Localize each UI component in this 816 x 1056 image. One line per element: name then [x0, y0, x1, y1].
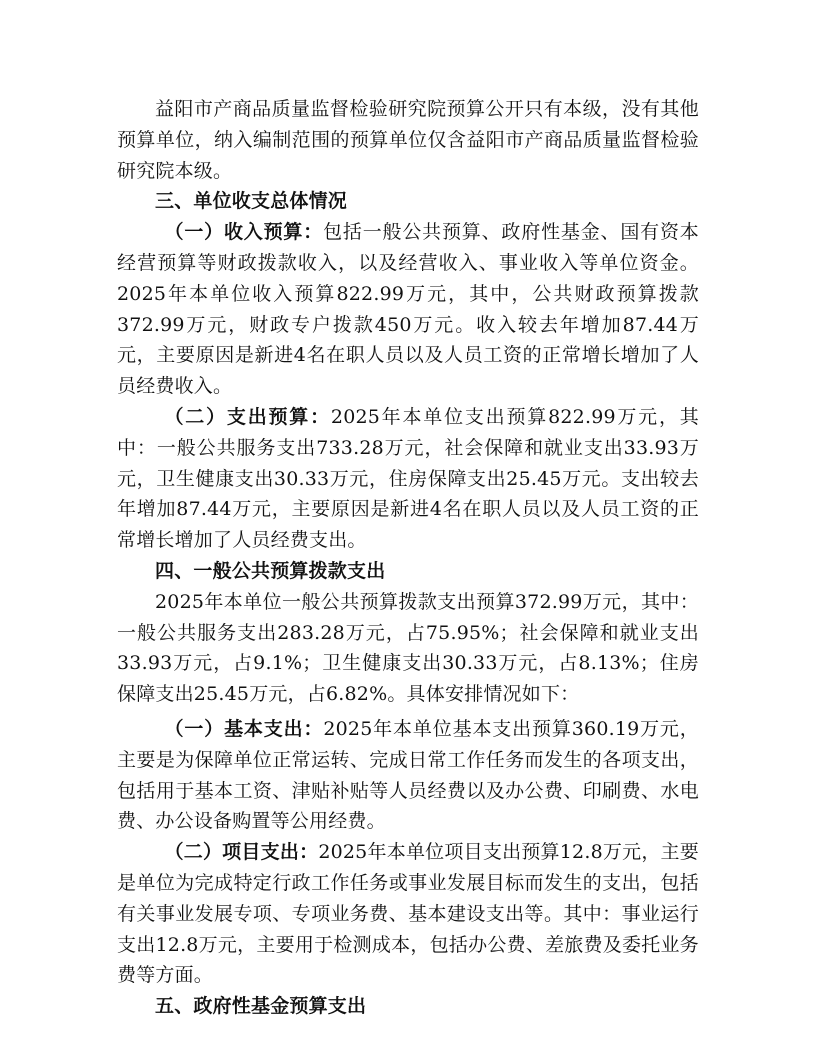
section-heading-5: 五、政府性基金预算支出 [155, 995, 367, 1018]
expense-budget-text: 2025年本单位支出预算822.99万元，其中：一般公共服务支出733.28万元，社会保障和就业支出33.93万元，卫生健康支出30.33万元，住房保障支出25.45万元。支出较去年增加87.44万元，主要原因是新进4名在职人员以及人员工资的正常增长增加了人员经费支出。 [117, 405, 699, 552]
intro-paragraph: 益阳市产商品质量监督检验研究院预算公开只有本级，没有其他预算单位，纳入编制范围的预算单位仅含益阳市产商品质量监督检验研究院本级。 [117, 98, 699, 182]
document-body [117, 94, 699, 1022]
basic-expense-text: 2025年本单位基本支出预算360.19万元，主要是为保障单位正常运转、完成日常工作任务而发生的各项支出，包括用于基本工资、津贴补贴等人员经费以及办公费、印刷费、水电费、办公设备购置等公用经费。 [117, 717, 699, 833]
expense-budget-lead: （二）支出预算： [164, 405, 331, 428]
income-budget-lead: （一）收入预算： [164, 221, 324, 244]
basic-expense-paragraph [117, 714, 699, 837]
section-heading-4: 四、一般公共预算拨款支出 [155, 559, 386, 582]
basic-expense-lead: （一）基本支出： [164, 717, 324, 740]
project-expense-text: 2025年本单位项目支出预算12.8万元，主要是单位为完成特定行政工作任务或事业发展目标而发生的支出，包括有关事业发展专项、专项业务费、基本建设支出等。其中：事业运行支出12.8万元，主要用于检测成本，包括办公费、差旅费及委托业务费等方面。 [117, 841, 699, 987]
expense-budget-paragraph [117, 402, 699, 556]
section-heading-3: 三、单位收支总体情况 [155, 190, 348, 213]
income-budget-paragraph [117, 217, 699, 402]
general-budget-paragraph: 2025年本单位一般公共预算拨款支出预算372.99万元，其中：一般公共服务支出283.28万元，占75.95%；社会保障和就业支出33.93万元，占9.1%；卫生健康支出30.33万元，占8.13%；住房保障支出25.45万元，占6.82%。具体安排情况如下： [117, 590, 699, 706]
project-expense-paragraph [117, 837, 699, 991]
project-expense-lead: （二）项目支出： [164, 841, 319, 864]
income-budget-text: 包括一般公共预算、政府性基金、国有资本经营预算等财政拨款收入，以及经营收入、事业收入等单位资金。2025年本单位收入预算822.99万元，其中，公共财政预算拨款372.99万元，财政专户拨款450万元。收入较去年增加87.44万元，主要原因是新进4名在职人员以及人员工资的正常增长增加了人员经费收入。 [117, 221, 699, 398]
